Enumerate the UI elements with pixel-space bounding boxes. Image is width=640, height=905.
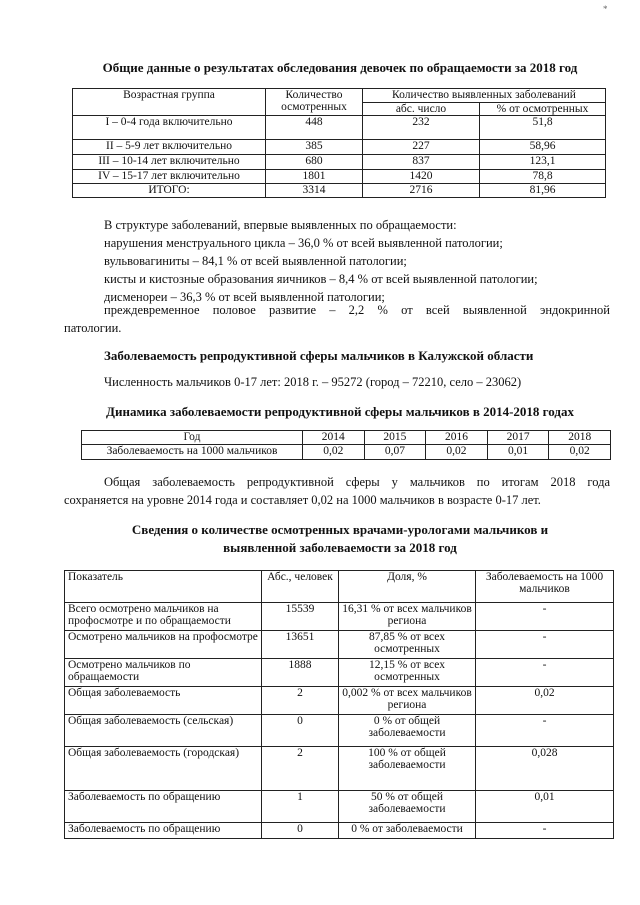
pct-cell: 81,96 — [480, 184, 606, 198]
summary-line: Общая заболеваемость репродуктивной сферы у мальчиков по итогам 2018 года — [104, 475, 610, 489]
table-row — [73, 116, 606, 140]
abs-cell: 227 — [363, 140, 480, 155]
examined-cell: 1801 — [266, 170, 363, 184]
table-row — [73, 170, 606, 184]
boys-reproductive-title: Заболеваемость репродуктивной сферы мальчиков в Калужской области — [104, 348, 534, 363]
age-group-cell: III – 10-14 лет включительно — [73, 155, 266, 170]
year-cell: 2018 — [549, 431, 611, 445]
abs-cell: 13651 — [262, 631, 339, 659]
finding-line: дисменореи – 36,3 % от всей выявленной патологии; — [104, 290, 385, 304]
age-group-cell: ИТОГО: — [73, 184, 266, 198]
abs-cell: 0 — [262, 715, 339, 747]
share-cell: 0,002 % от всех мальчиков региона — [339, 687, 476, 715]
pct-cell: 58,96 — [480, 140, 606, 155]
abs-cell: 2 — [262, 687, 339, 715]
table-row — [73, 155, 606, 170]
table-row — [65, 603, 614, 631]
abs-cell: 2 — [262, 747, 339, 791]
indicator-cell: Общая заболеваемость (городская) — [65, 747, 262, 791]
dynamics-table — [81, 430, 611, 460]
abs-cell: 1888 — [262, 659, 339, 687]
indicator-cell: Заболеваемость по обращению — [65, 791, 262, 823]
abs-cell: 2716 — [363, 184, 480, 198]
share-cell: 0 % от общей заболеваемости — [339, 715, 476, 747]
rate-cell: - — [476, 823, 614, 839]
rate-cell: 0,01 — [487, 445, 549, 460]
rate-cell: - — [476, 631, 614, 659]
year-cell: 2017 — [487, 431, 549, 445]
rate-cell: - — [476, 603, 614, 631]
share-cell: 87,85 % от всех осмотренных — [339, 631, 476, 659]
pct-cell: 78,8 — [480, 170, 606, 184]
indicator-cell: Общая заболеваемость — [65, 687, 262, 715]
year-cell: 2014 — [303, 431, 365, 445]
share-cell: 100 % от общей заболеваемости — [339, 747, 476, 791]
rate-cell: 0,07 — [364, 445, 426, 460]
pct-cell: 123,1 — [480, 155, 606, 170]
structure-intro: В структуре заболеваний, впервые выявленных по обращаемости: — [104, 218, 457, 232]
abs-cell: 837 — [363, 155, 480, 170]
abs-cell: 15539 — [262, 603, 339, 631]
rate-cell: - — [476, 659, 614, 687]
indicator-cell: Осмотрено мальчиков на профосмотре — [65, 631, 262, 659]
urologists-title-line1: Сведения о количестве осмотренных врачами-урологами мальчиков и — [131, 522, 549, 537]
summary-line: сохраняется на уровне 2014 года и составляет 0,02 на 1000 мальчиков в возрасте 0-17 лет. — [64, 493, 541, 507]
finding-line: преждевременное половое развитие – 2,2 % от всей выявленной эндокринной — [104, 303, 610, 317]
girls-survey-table — [72, 88, 606, 198]
urologists-title-line2: выявленной заболеваемости за 2018 год — [223, 540, 457, 555]
finding-line: кисты и кистозные образования яичников – 8,4 % от всей выявленной патологии; — [104, 272, 538, 286]
table-row — [65, 791, 614, 823]
header-detected: Количество выявленных заболеваний — [363, 89, 606, 103]
header-abs: Абс., человек — [262, 571, 339, 603]
urologists-table — [64, 570, 614, 839]
abs-cell: 1420 — [363, 170, 480, 184]
indicator-cell: Осмотрено мальчиков по обращаемости — [65, 659, 262, 687]
share-cell: 0 % от заболеваемости — [339, 823, 476, 839]
year-cell: 2015 — [364, 431, 426, 445]
header-abs: абс. число — [363, 103, 480, 116]
share-cell: 16,31 % от всех мальчиков региона — [339, 603, 476, 631]
rate-cell: 0,028 — [476, 747, 614, 791]
rate-cell: 0,02 — [426, 445, 488, 460]
examined-cell: 3314 — [266, 184, 363, 198]
finding-line: вульвовагиниты – 84,1 % от всей выявленной патологии; — [104, 254, 407, 268]
table-row — [65, 631, 614, 659]
share-cell: 50 % от общей заболеваемости — [339, 791, 476, 823]
rate-cell: 0,02 — [549, 445, 611, 460]
rate-label: Заболеваемость на 1000 мальчиков — [82, 445, 303, 460]
table-row — [65, 747, 614, 791]
indicator-cell: Заболеваемость по обращению — [65, 823, 262, 839]
table-row — [65, 715, 614, 747]
indicator-cell: Общая заболеваемость (сельская) — [65, 715, 262, 747]
rate-cell: 0,01 — [476, 791, 614, 823]
header-examined: Количество осмотренных — [266, 89, 363, 116]
table-row — [65, 687, 614, 715]
age-group-cell: IV – 15-17 лет включительно — [73, 170, 266, 184]
abs-cell: 1 — [262, 791, 339, 823]
year-label: Год — [82, 431, 303, 445]
table-row — [65, 659, 614, 687]
header-share: Доля, % — [339, 571, 476, 603]
girls-survey-title: Общие данные о результатах обследования девочек по обращаемости за 2018 год — [102, 60, 578, 75]
share-cell: 12,15 % от всех осмотренных — [339, 659, 476, 687]
abs-cell: 0 — [262, 823, 339, 839]
header-pct: % от осмотренных — [480, 103, 606, 116]
table-row — [73, 140, 606, 155]
age-group-cell: I – 0-4 года включительно — [73, 116, 266, 140]
abs-cell: 232 — [363, 116, 480, 140]
indicator-cell: Всего осмотрено мальчиков на профосмотре и по обращаемости — [65, 603, 262, 631]
corner-mark: * — [603, 4, 608, 14]
header-indicator: Показатель — [65, 571, 262, 603]
finding-line: патологии. — [64, 321, 122, 335]
examined-cell: 448 — [266, 116, 363, 140]
finding-line: нарушения менструального цикла – 36,0 % от всей выявленной патологии; — [104, 236, 503, 250]
boys-population: Численность мальчиков 0-17 лет: 2018 г. – 95272 (город – 72210, село – 23062) — [104, 375, 522, 389]
year-cell: 2016 — [426, 431, 488, 445]
table-row — [65, 823, 614, 839]
examined-cell: 680 — [266, 155, 363, 170]
table-row-total — [73, 184, 606, 198]
age-group-cell: II – 5-9 лет включительно — [73, 140, 266, 155]
pct-cell: 51,8 — [480, 116, 606, 140]
rate-cell: 0,02 — [303, 445, 365, 460]
dynamics-title: Динамика заболеваемости репродуктивной сферы мальчиков в 2014-2018 годах — [106, 404, 574, 419]
header-rate: Заболеваемость на 1000 мальчиков — [476, 571, 614, 603]
rate-cell: - — [476, 715, 614, 747]
rate-cell: 0,02 — [476, 687, 614, 715]
header-age-group: Возрастная группа — [73, 89, 266, 116]
examined-cell: 385 — [266, 140, 363, 155]
